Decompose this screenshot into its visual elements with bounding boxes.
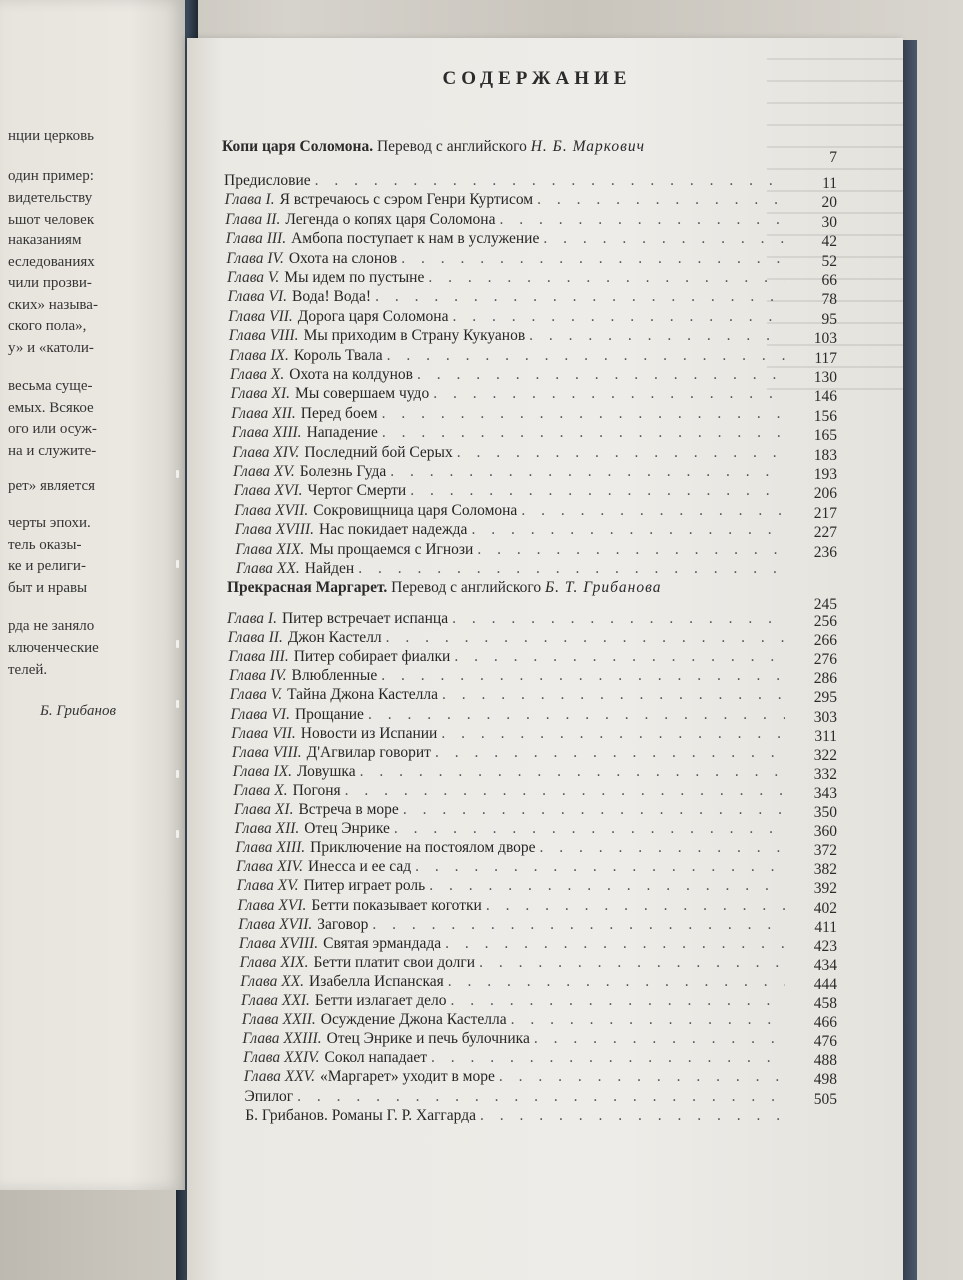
page-number: 245 <box>813 596 837 613</box>
chapter-title: Легенда о копях царя Соломона <box>285 210 496 228</box>
chapter-title: Болезнь Гуда <box>299 463 387 480</box>
dot-leader <box>410 482 785 500</box>
dot-leader <box>543 230 785 248</box>
toc-entry <box>231 385 789 403</box>
dot-leader <box>529 327 785 345</box>
contents-page <box>187 38 903 1280</box>
chapter-title: Отец Энрике <box>304 820 390 838</box>
left-page-line: на и служите- <box>8 443 97 459</box>
chapter-label: Глава XXII. <box>241 1011 316 1029</box>
section-note: Перевод с английского <box>387 579 545 596</box>
chapter-label: Глава XIX. <box>235 540 305 558</box>
page-number: 193 <box>813 466 837 483</box>
chapter-title: Джон Кастелл <box>287 629 382 647</box>
chapter-label: Глава X. <box>233 781 288 799</box>
chapter-label: Глава III. <box>228 648 289 666</box>
toc-entry <box>240 954 789 972</box>
chapter-title: Приключение на постоялом дворе <box>310 839 536 857</box>
dot-leader <box>381 667 785 685</box>
page-number: 411 <box>814 918 837 936</box>
chapter-title: Питер собирает фиалки <box>293 648 451 666</box>
page-number: 20 <box>821 194 837 212</box>
page-number: 423 <box>813 937 837 955</box>
chapter-title: Сокол нападает <box>324 1049 428 1067</box>
page-number: 434 <box>813 956 837 974</box>
chapter-label: Глава XV. <box>236 877 299 895</box>
dot-leader <box>345 782 785 800</box>
chapter-label: Глава XIII. <box>235 839 306 857</box>
page-number: 217 <box>813 504 837 522</box>
dot-leader <box>486 897 785 915</box>
page-number: 444 <box>813 975 837 993</box>
dot-leader <box>471 521 785 539</box>
toc-entry <box>242 1030 789 1048</box>
page-number: 332 <box>813 765 837 783</box>
chapter-label: Глава III. <box>225 230 287 248</box>
dot-leader <box>387 347 785 365</box>
chapter-title: Новости из Испании <box>300 724 438 742</box>
toc-entry <box>238 897 790 915</box>
dot-leader <box>441 725 785 743</box>
dot-leader <box>372 916 785 934</box>
chapter-title: Б. Грибанов. Романы Г. Р. Хаггарда <box>245 1106 476 1124</box>
dot-leader <box>415 858 785 876</box>
dot-leader <box>450 992 785 1010</box>
toc-entry <box>229 327 789 345</box>
chapter-label: Глава XI. <box>230 385 291 403</box>
dot-leader <box>454 648 785 666</box>
dot-leader <box>445 935 785 953</box>
toc-entry <box>233 763 789 781</box>
section-title: Прекрасная Маргарет. <box>227 579 388 596</box>
chapter-label: Глава XVII. <box>238 915 313 933</box>
section-note: Перевод с английского <box>373 138 531 155</box>
toc-entry <box>235 820 789 838</box>
page-number: 95 <box>821 310 837 328</box>
left-page-line: Б. Грибанов <box>40 703 116 719</box>
left-page-line: черты эпохи. <box>8 515 91 531</box>
chapter-title: Нападение <box>306 424 378 442</box>
toc-entry <box>225 211 789 229</box>
left-page-line: телей. <box>8 662 48 678</box>
chapter-label: Глава V. <box>227 269 280 286</box>
dot-leader <box>401 250 785 268</box>
chapter-title: Погоня <box>292 781 341 799</box>
dot-leader <box>297 1088 785 1106</box>
chapter-title: «Маргарет» уходит в море <box>320 1068 495 1086</box>
chapter-title: Король Твала <box>293 346 383 364</box>
chapter-label: Глава XIX. <box>239 953 309 971</box>
dot-leader <box>417 366 785 384</box>
left-page-line: ке и религи- <box>8 558 86 574</box>
chapter-label: Глава IX. <box>229 346 289 364</box>
toc-entry <box>238 916 789 934</box>
dot-leader <box>431 1049 785 1067</box>
chapter-title: Заговор <box>317 915 369 933</box>
chapter-label: Глава XVII. <box>234 501 309 519</box>
dot-leader <box>500 211 785 229</box>
dot-leader <box>534 1030 785 1048</box>
toc-entry <box>236 858 789 876</box>
dot-leader <box>394 820 785 838</box>
chapter-title: Перед боем <box>300 404 378 422</box>
chapter-title: Предисловие <box>224 172 311 189</box>
toc-entry <box>230 366 789 384</box>
chapter-title: Питер играет роль <box>303 877 426 895</box>
toc-entry <box>235 839 789 857</box>
chapter-title: Охота на слонов <box>288 249 398 267</box>
left-page <box>0 0 185 1190</box>
chapter-title: Последний бой Серых <box>304 443 453 461</box>
toc-entry <box>226 250 789 268</box>
toc-entry <box>240 973 789 991</box>
toc-entry <box>245 1107 789 1125</box>
toc-entry <box>226 230 789 248</box>
chapter-title: Я встречаюсь с сэром Генри Куртисом <box>279 191 534 209</box>
left-page-line: нции церковь <box>8 128 94 144</box>
toc-entry <box>234 502 789 520</box>
page-number: 382 <box>813 861 837 879</box>
page-number: 165 <box>813 427 837 445</box>
chapter-label: Глава VIII. <box>231 743 302 761</box>
page-number: 295 <box>813 689 837 707</box>
dot-leader <box>457 444 785 462</box>
dot-leader <box>403 801 785 819</box>
dot-leader <box>429 877 785 895</box>
chapter-title: Ловушка <box>297 762 356 780</box>
chapter-label: Глава XXI. <box>241 992 310 1009</box>
chapter-title: Инесса и ее сад <box>308 858 412 876</box>
toc-entry <box>236 560 789 578</box>
toc-entry <box>242 1011 789 1029</box>
page-number: 78 <box>821 291 837 309</box>
chapter-label: Глава VIII. <box>228 327 299 345</box>
dot-leader <box>315 172 785 190</box>
page-number: 360 <box>813 823 837 841</box>
toc-entry <box>232 744 789 762</box>
section-heading <box>227 579 661 597</box>
toc-entry <box>233 782 789 800</box>
left-page-line: ьшот человек <box>8 212 95 228</box>
left-page-line: один пример: <box>8 168 94 184</box>
chapter-title: Осуждение Джона Кастелла <box>320 1011 507 1029</box>
dot-leader <box>368 706 785 724</box>
dot-leader <box>358 560 785 578</box>
chapter-label: Глава VI. <box>227 288 288 306</box>
chapter-label: Глава IV. <box>229 667 287 685</box>
toc-entry <box>232 424 789 442</box>
page-number: 11 <box>822 175 837 192</box>
chapter-title: Прощание <box>294 705 364 723</box>
binding-stitch <box>176 560 179 568</box>
chapter-label: Глава I. <box>224 191 275 209</box>
dot-leader <box>452 610 785 628</box>
toc-entry <box>228 629 789 647</box>
dot-leader <box>448 973 785 991</box>
chapter-title: Бетти платит свои долги <box>313 953 476 971</box>
page-number: 52 <box>821 252 837 270</box>
chapter-label: Глава II. <box>225 210 281 228</box>
page-number: 322 <box>813 746 837 764</box>
page-number: 343 <box>813 784 837 802</box>
toc-entry <box>245 1088 790 1106</box>
dot-leader <box>360 763 785 781</box>
toc-entry <box>228 308 789 326</box>
dot-leader <box>433 385 785 403</box>
toc-entry <box>228 648 789 666</box>
chapter-title: Мы совершаем чудо <box>295 385 430 403</box>
left-page-line: ских» называ- <box>8 297 98 313</box>
chapter-title: Амбопа поступает к нам в услужение <box>291 230 540 248</box>
page-number: 476 <box>813 1033 837 1051</box>
page-number: 183 <box>813 446 837 464</box>
chapter-label: Глава XXIV. <box>243 1049 320 1067</box>
chapter-title: Нас покидает надежда <box>319 521 468 539</box>
page-number: 103 <box>813 330 837 348</box>
dot-leader <box>480 1107 785 1125</box>
chapter-title: Дорога царя Соломона <box>297 307 449 325</box>
page-number: 392 <box>813 880 837 898</box>
toc-entry <box>227 269 789 287</box>
left-page-line: наказаниям <box>8 232 82 248</box>
chapter-title: Тайна Джона Кастелла <box>287 686 438 704</box>
dot-leader <box>390 463 785 481</box>
chapter-label: Глава XIV. <box>236 858 304 876</box>
binding-stitch <box>176 700 179 708</box>
toc-entry <box>231 725 789 743</box>
chapter-label: Глава V. <box>229 686 283 704</box>
chapter-label: Глава XII. <box>234 820 300 838</box>
toc-entry <box>235 521 789 539</box>
chapter-title: Охота на колдунов <box>289 366 413 383</box>
dot-leader <box>537 191 785 209</box>
dot-leader <box>386 629 785 647</box>
chapter-title: Бетти показывает коготки <box>311 896 482 914</box>
left-page-line: рет» является <box>8 478 96 494</box>
page-number: 30 <box>821 213 837 231</box>
toc-entry <box>228 288 789 306</box>
chapter-title: Изабелла Испанская <box>309 972 444 990</box>
dot-leader <box>479 954 785 972</box>
dot-leader <box>540 839 785 857</box>
chapter-title: Встреча в море <box>298 801 399 818</box>
section-title: Копи царя Соломона. <box>222 138 374 155</box>
page-number: 286 <box>813 670 837 688</box>
dot-leader <box>477 541 785 559</box>
page-number: 498 <box>813 1071 837 1089</box>
chapter-title: Вода! Вода! <box>292 288 372 306</box>
page-number: 117 <box>814 349 837 367</box>
page-number: 266 <box>813 632 837 650</box>
toc-entry <box>231 706 790 724</box>
chapter-label: Глава XVI. <box>237 896 307 914</box>
toc-entry <box>229 667 789 685</box>
toc-entry <box>231 405 789 423</box>
chapter-title: Чертог Смерти <box>307 482 407 500</box>
dot-leader <box>452 308 785 326</box>
toc-entry <box>224 172 789 190</box>
chapter-title: Отец Энрике и печь булочника <box>326 1030 530 1048</box>
dot-leader <box>435 744 785 762</box>
left-page-line: еследованиях <box>8 254 95 270</box>
chapter-label: Глава IX. <box>232 762 293 780</box>
chapter-label: Глава XII. <box>231 404 296 422</box>
toc-entry <box>227 610 789 628</box>
chapter-label: Глава VII. <box>228 307 293 325</box>
binding-stitch <box>176 640 179 648</box>
dot-leader <box>499 1068 785 1086</box>
page-number: 7 <box>829 149 837 166</box>
page-title: СОДЕРЖАНИЕ <box>442 68 632 89</box>
dot-leader <box>428 269 785 287</box>
dot-leader <box>382 424 785 442</box>
left-page-line: ого или осуж- <box>8 421 97 437</box>
page-number: 458 <box>813 995 837 1012</box>
toc-entry <box>225 191 789 209</box>
page-number: 42 <box>821 233 837 251</box>
chapter-title: Влюбленные <box>291 667 378 685</box>
chapter-title: Д'Агвилар говорит <box>306 743 431 761</box>
chapter-title: Бетти излагает дело <box>314 992 447 1009</box>
page-number: 227 <box>813 524 837 542</box>
page-number: 66 <box>821 272 837 289</box>
binding-stitch <box>176 470 179 478</box>
page-number: 256 <box>813 613 837 630</box>
chapter-label: Глава I. <box>227 610 277 627</box>
chapter-label: Глава XV. <box>233 463 295 480</box>
chapter-title: Эпилог <box>244 1087 294 1105</box>
toc-entry <box>233 463 789 481</box>
left-page-line: емых. Всякое <box>8 400 94 416</box>
chapter-label: Глава XIII. <box>231 424 302 442</box>
left-page-line: весьма суще- <box>8 378 93 394</box>
dot-leader <box>375 288 785 306</box>
chapter-label: Глава II. <box>227 629 283 647</box>
binding-stitch <box>176 830 179 838</box>
chapter-label: Глава XVI. <box>233 482 303 500</box>
page-number: 303 <box>813 708 837 726</box>
dot-leader <box>442 686 785 704</box>
toc-entry <box>234 801 789 819</box>
page-number: 146 <box>813 388 837 406</box>
section-heading <box>222 138 645 156</box>
toc-entry <box>241 992 789 1010</box>
chapter-label: Глава XVIII. <box>238 934 319 952</box>
chapter-label: Глава VI. <box>230 705 290 723</box>
left-page-line: рда не заняло <box>8 618 95 634</box>
dot-leader <box>521 502 785 520</box>
toc-entry <box>237 877 789 895</box>
page-number: 156 <box>813 407 837 425</box>
section-translator: Н. Б. Маркович <box>530 138 646 155</box>
toc-entry <box>244 1068 789 1086</box>
left-page-line: тель оказы- <box>8 537 82 553</box>
left-page-line: у» и «католи- <box>8 340 94 356</box>
toc-entry <box>229 347 789 365</box>
left-page-line: ского пола», <box>8 318 87 334</box>
toc-entry <box>243 1049 789 1067</box>
chapter-label: Глава XI. <box>234 801 294 818</box>
toc-entry <box>234 482 789 500</box>
chapter-label: Глава XVIII. <box>234 521 315 539</box>
chapter-label: Глава X. <box>230 366 285 383</box>
chapter-title: Святая эрмандада <box>323 934 442 952</box>
page-number: 350 <box>813 804 837 821</box>
chapter-title: Питер встречает испанца <box>281 610 449 627</box>
dot-leader <box>511 1011 785 1029</box>
chapter-title: Мы идем по пустыне <box>284 269 425 286</box>
chapter-title: Найден <box>304 560 355 577</box>
page-number: 311 <box>814 727 837 745</box>
page-number: 372 <box>813 842 837 860</box>
page-number: 402 <box>813 899 837 917</box>
page-number: 206 <box>813 485 837 503</box>
left-page-line: видетельству <box>8 190 93 206</box>
chapter-label: Глава XXIII. <box>242 1030 322 1048</box>
toc-entry <box>232 444 789 462</box>
left-page-line: ключенческие <box>8 640 99 656</box>
chapter-label: Глава IV. <box>226 249 284 267</box>
toc-entry <box>235 541 789 559</box>
left-page-line: быт и нравы <box>8 580 88 596</box>
chapter-label: Глава XX. <box>240 972 305 990</box>
chapter-title: Сокровищница царя Соломона <box>313 501 518 519</box>
page-number: 236 <box>813 543 837 561</box>
toc-entry <box>230 686 789 704</box>
chapter-label: Глава XXV. <box>243 1068 316 1086</box>
chapter-title: Мы прощаемся с Игнози <box>309 540 474 558</box>
chapter-label: Глава XX. <box>236 560 300 577</box>
page-number: 130 <box>813 369 837 386</box>
binding-stitch <box>176 770 179 778</box>
page-number: 466 <box>813 1014 837 1032</box>
chapter-title: Мы приходим в Страну Кукуанов <box>303 327 526 345</box>
left-page-line: чили прозви- <box>8 275 92 291</box>
page-number: 488 <box>813 1052 837 1070</box>
chapter-label: Глава XIV. <box>232 443 300 461</box>
section-translator: Б. Т. Грибанова <box>544 579 662 596</box>
page-number: 276 <box>813 651 837 669</box>
dot-leader <box>382 405 785 423</box>
toc-entry <box>239 935 789 953</box>
page-number: 505 <box>813 1090 837 1108</box>
chapter-label: Глава VII. <box>231 724 296 742</box>
